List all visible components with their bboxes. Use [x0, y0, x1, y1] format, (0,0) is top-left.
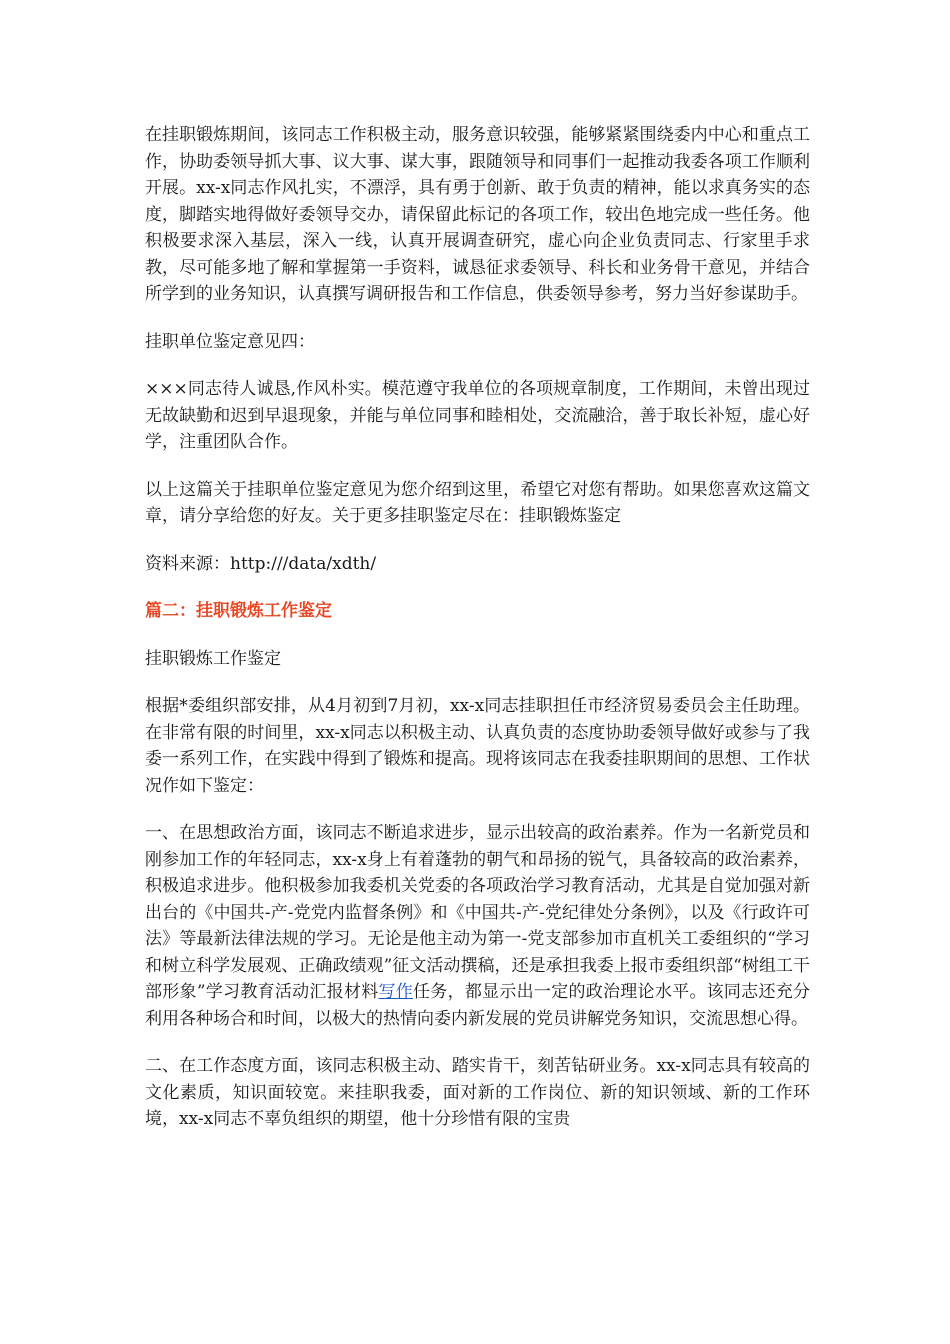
writing-link[interactable]: 写作: [378, 982, 414, 1002]
paragraph-point-two: 二、在工作态度方面，该同志积极主动、踏实肯干，刻苦钻研业务。xx-x同志具有较高的文化素质，知识面较宽。来挂职我委，面对新的工作岗位、新的知识领域、新的工作环境，xx-x同志不辜负组织的期望，他十分珍惜有限的宝贵: [145, 1056, 810, 1129]
section-heading-part-two: 篇二：挂职锻炼工作鉴定: [145, 601, 332, 621]
point-one-text-after: 任务，都显示出一定的政治理论水平。该同志还充分利用各种场合和时间，以极大的热情向委内新发展的党员讲解党务知识，交流思想心得。: [145, 982, 810, 1029]
paragraph-intro: 根据*委组织部安排，从4月初到7月初，xx-x同志挂职担任市经济贸易委员会主任助理。在非常有限的时间里，xx-x同志以积极主动、认真负责的态度协助委领导做好或参与了我委一系列工作，在实践中得到了锻炼和提高。现将该同志在我委挂职期间的思想、工作状况作如下鉴定：: [145, 696, 810, 796]
paragraph-opinion-four: ×××同志待人诚恳,作风朴实。模范遵守我单位的各项规章制度，工作期间，未曾出现过无故缺勤和迟到早退现象，并能与单位同事和睦相处，交流融洽，善于取长补短，虚心好学，注重团队合作。: [145, 379, 810, 452]
paragraph-point-one: [145, 820, 810, 1032]
paragraph-work-summary: 在挂职锻炼期间，该同志工作积极主动，服务意识较强，能够紧紧围绕委内中心和重点工作，协助委领导抓大事、议大事、谋大事，跟随领导和同事们一起推动我委各项工作顺利开展。xx-x同志作风扎实，不漂浮，具有勇于创新、敢于负责的精神，能以求真务实的态度，脚踏实地得做好委领导交办，请保留此标记的各项工作，较出色地完成一些任务。他积极要求深入基层，深入一线，认真开展调查研究，虚心向企业负责同志、行家里手求教，尽可能多地了解和掌握第一手资料，诚恳征求委领导、科长和业务骨干意见，并结合所学到的业务知识，认真撰写调研报告和工作信息，供委领导参考，努力当好参谋助手。: [145, 125, 810, 304]
document-page: [145, 122, 810, 1154]
paragraph-closing-note: 以上这篇关于挂职单位鉴定意见为您介绍到这里，希望它对您有帮助。如果您喜欢这篇文章，请分享给您的好友。关于更多挂职鉴定尽在：挂职锻炼鉴定: [145, 479, 810, 526]
point-one-text-before: 一、在思想政治方面，该同志不断追求进步，显示出较高的政治素养。作为一名新党员和刚参加工作的年轻同志，xx-x身上有着蓬勃的朝气和昂扬的锐气，具备较高的政治素养，积极追求进步。他积极参加我委机关党委的各项政治学习教育活动，尤其是自觉加强对新出台的《中国共-产-党党内监督条例》和《中国共-产-党纪律处分条例》，以及《行政许可法》等最新法律法规的学习。无论是他主动为第一-党支部参加市直机关工委组织的“学习和树立科学发展观、正确政绩观”征文活动撰稿，还是承担我委上报市委组织部“树组工干部形象”学习教育活动汇报材料: [145, 823, 810, 1002]
source-line: 资料来源：http:///data/xdth/: [145, 553, 377, 574]
label-opinion-four: 挂职单位鉴定意见四：: [145, 331, 315, 352]
section-subtitle: 挂职锻炼工作鉴定: [145, 648, 281, 669]
